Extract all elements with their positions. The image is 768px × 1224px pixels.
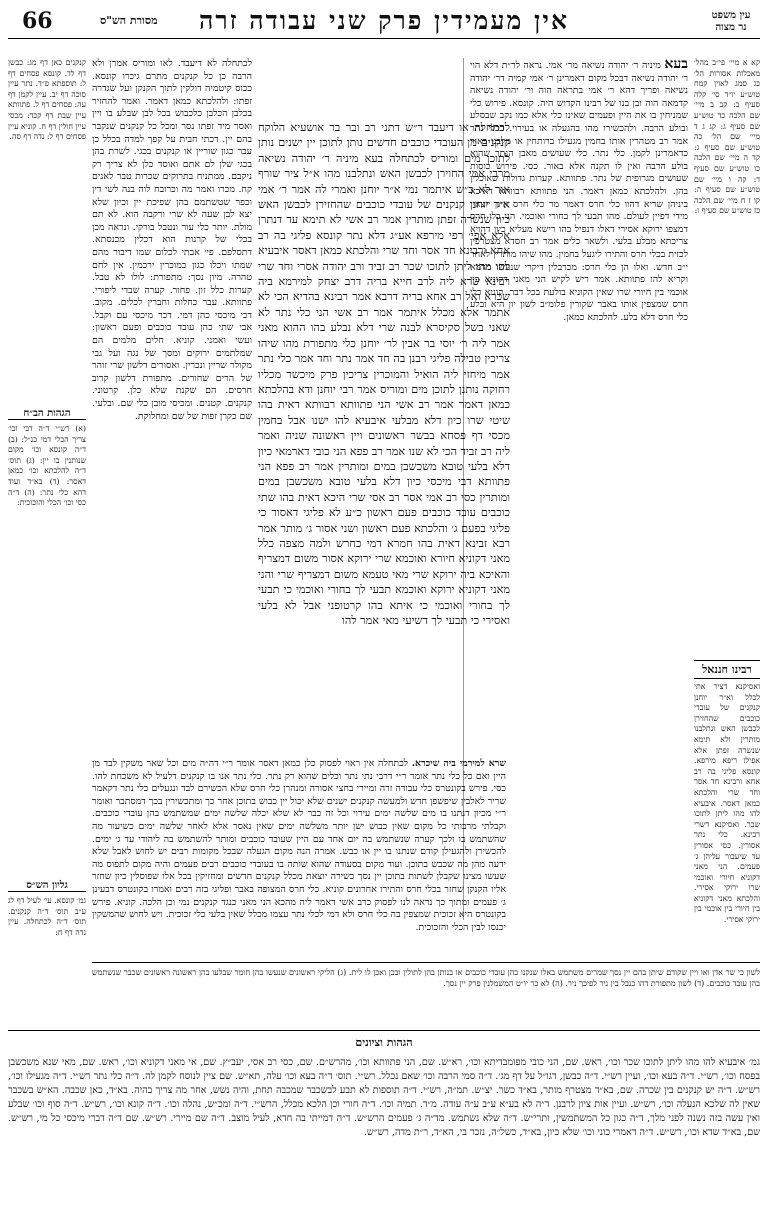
page-title: אין מעמידין פרק שני עבודה זרה [198,6,570,35]
lower-commentary-text: לכתחלה אין ראוי לפסוק כלן כמאן דאסר אומר ר״י דה״ה מים וכל שאר משקין לבד מן היין ואם כל כלי נתר אומר ר״י דרבי נתי נתר וכלים שהוא רק נתר. כלי נתר אנו בו קנקנים דלעיל לא משכחת להו. כסי. פירש בקונטרס כלי עבודה זרה ומיירי בחצי אסורה ומנהרן כלי חרס שלא הכשירם לבד ונגעלים כלי נתר דקאמר שריר לאלבין שיפשפן חדש ולמעשה קנקנים ישנים שלא יכול יין כבוש בתוכן אחר כך ומתכשירין בכך דמסתבר ואומר ר״י מכיון דנתנו בו מים שלשה ימים עירוי וכל זה כבר לא שלא יכלה שלשה ימים שמשתמש בהן עובדי כוכבים. וקבלתי מרבותי כל מקום שאין כבוש ישן יותר משלשה ימים שאין נאסר אלא לאחר שלשה ימים כשיעור מה שהשתמש בו ולכך קערה שנשתמש בה יום אחד עם היין שעובד כוכבים ומותר להשתמש בה ליהודי עד ג׳ ימים. להכשירן ולהגעילן קודם שנתנו בו יין או כבש. אמרה הנה מקום הגעלה שבכל מקומות רבים יש לחוש לאבל שלא ידעה מהן מה שכבש בתוכן. ועוד מקום בסעודה שהוא שותה בו בעובדי כוכבים רבים פעמים והיה מקום לתפוס מה שעשו מצינו שקבלן לשתות בתוכן יין נסך כשירה יוצאת מכלל קנקנים חדשים ומחזיקין בכל אלו שפוסלין כיון שחזר אליו הקנקן שחזר בכלי חרס והתירו אחרונים קוניא. כלי חרס המצופה באבר ופליגי בזה רבים ואמרו בקונטרס דבעינן ג׳ פעמים ומתוך כך נראה לנו לפסוק כרב אשי דאמר ליה מהכא הני מאני כנגד קנקנים נמי וכן הלכה. קוניא. פירש בקונטרס היא זכוכית שמצפין בה כלי חרס ולא דמי לכלי נתר עצמו מכלל שאין בלעי כלי זכוכית. ויש לחוש שהמשקין יכנסו לבין הכלי והזכוכית. [92,758,506,933]
masoret-hashas-label: מסורת הש"ס [100,14,158,27]
rashi-text: מיניה ר׳ יהודה נשיאה מר׳ אמי. נראה לר״ת דלא הוי ר׳ יהודה נשיאה דבכל מקום דאמרינן ר׳ אמי קמיה דר׳ יהודה נשיאה ופריך דהא ר׳ אמי בתראה הוה ור׳ יהודה נשיאה קדמאה הוה ובן בנו של רבינו הקדוש היה. קונסא. פירוש כלי שמניחין בו את היין ופעמים שאינו כלי אלא כמו נקב שבסלע ובולע הרבה. ולהכשירו מהו בהגעלה או בעירוי. בכלי נתר אמר רב מטהרין אותו בחמין מגעילו ברותחין או מלבנו באור כדאמרינן לקמן. כלי נתר. כלי שעושים מאבן הנתר שהוא בולע הרבה ואין לו תקנה אלא באור. כסי. פירוש כוסות שעושים מגרופית של נתר. פתוותא. קערות גדולות שאוכלין בהן. ולהלכתא כמאן דאמר. הני פתוותא רבוותא דאיכא ביניהן שריא דהוו כלי חרס דאמר מר כלי חרס אינן יוצאין מידי דפיין לעולם. מהו תבעי לך בחורי ואוכמי. הני כלי חרס דמצפו ירוקא אסירי דאלו דנפיל בהו רישא מעליא כיון דהויא צריכתא מבלע בלעי. ולשאר כלים אמר רב חסדא מצטרפין לכזית בכלי חרס והתירו ליגעל בחמין. מהו שיהו מותרין לאחר י״ב חדש. ואלו הן כלי חרס: מכרבלין דיקרי שנעשו מדמא וקריא להו פתוותא. אמר ריש לקיש הני מאני דקוניא בין אוכמי בין חיורי שרו שאין הקוניא בולעת בכל דבר. קוניא כלי חרס שמצפין אותו באבר שקורין פלומ״ב לשון יון היא ובלע כלי חרס דלא בלע. להלכתא כמאן. [470,60,688,323]
glosses-section [8,1056,760,1216]
page-number: 66 [22,8,53,34]
footnote-text: לשון כי שר אדן ואו ויין שקודם שיתן בהם יין נסך שמרים משתמש באלו שנקנו בהן עובדי כוכבים או בנותן בהן לתולין ובכן ואכן לו לית. (ג) הליקי ראשונים שנעשו בהן חומר שבלעו בהן ראשונה ראשונים שכבר שנשתמש בהן עובד כוכבים. (ד) לשון מתפורת דהו כנבל בין ניר לפיכך ניר. (ה) לא כר יו״ט המשמלנין פרק יין נסך. [92,968,760,988]
divider-line [8,1030,760,1031]
footnote-row [92,962,760,1015]
tosafot-column [92,58,252,690]
gemara-text: לכתחלה או דיעבד ר״ש דתני רב ובר בר אושעיא הלוקח קנקנים מן העובדי כוכבים חדשים נותן לתוכן יין ישנים נותן לתוכן מים ומוריס לכתחלה בעא מיניה ר׳ יהודה נשיאה מרבי אמי החוירן לכבשן האש ונתלבנו מהו א״ל ציר שורף אור לא כ״ש איתמר נמי א״ר יוחנן ואמרי לה אמר ר׳ אמי א״ר יוחנן קנקנים של עובדי כוכבים שהחזירן לכבשן האש כיון שנשרה זפתן מותרין אמר רב אשי לא תימא עד דנתרן אלא אפי׳ רפי מירפא אע״ג דלא נתר קונסא פליגי בה רב אחא ורבינא חד אסר וחד שרי והלכתא כמאן דאסר איבעיא להו מהו ליתן לתוכו שכר רב זביד ורב יהודה אסרי וחד שרי רבינא שרא ליה לרב חייא בריה דרב יצחק למירמא ביה שכרא ואל רב אחא בריה דרבא אמר רבינא בהדיא הכי לא אתמר אלא מכלל איתמר אמר רב אשי הני כלי נתר לא שאני בשל סקיסרא לבנה שרי דלא נבלע בהו ההוא מאני אמר ליה ר׳ יוסי בר אבין לר׳ יוחנן כלי מתפורת מהו שיהו צריכין טבילה פליגי רבנן בה חד אמר נתר וחד אמר כלי נתר אמר מיחזי ליה הואיל והמוכרין צריכין פרק מיכשר מכליו רחוקה נותנן לתוכן מים ומוריס אמר רבי יוחנן ודא בהלכתא כמאן דאמר אמר רב אשי הני פתוותא רבוותא דאית בהו שיטי שרו כיון דלא מבלעי איבעיא להו ישנו אבל בחמין מכסי דף פסחא בבשר ראשונים ויין ראשונה שניה ואמר ליה רב זביד הכי לא שנו אמר רב פפא הני כובי דארמאי כיון דלא בלעי טובא משכשבן במים ומותרין אמר רב פפא הני פתוותא דבי מיכסי כיון דלא בלעי טובא משכשבן במים ומותרין כסי רב אמי אסר רב אסי שרי היכא דאית בהו שתי כוכבים עובד כוכבים פעם ראשון כ״ע לא פליגי דאסור כי פליגי בפעם ג׳ והלכתא פעם ראשון ושני אסור ג׳ מותר אמר רבא זבינא דאית בהו חמרא דמי כחרש ולמה מצפה כלל מאני דקוניא חיורא ואוכמא שרי ירוקא אסור משום דמצריף והאיכא ביה ירוקא שרי מאי טעמא משום דמצריף שרי והני מאני דקוניא ירוקא ואוכמא תבעי לך בחורי ואוכמי כי תבעי לך בחורי ואוכמי כי איתא בהו קרטופני אבל לא בלעי ואסירי כי תבעי לך דשיעי מאי אמר להו [258,121,510,627]
masoret-hashas-column [8,58,86,398]
haggahot-habach-title: הגהות הב״ח [8,408,86,420]
lower-lead-phrase: שרא למירמי ביה שיכרא. [411,758,506,769]
ein-mishpat-label: עין משפט נר מצוה [711,10,751,33]
ein-mishpat-text: קא א מיי׳ פי״ב מהל׳ מאכלות אסורות הל׳ כג סמג לאוין קמח טוש״ע יו״ד סי׳ קלה סעיף ב: קב ב מיי׳ שם הלכה כד טוש״ע שם סעיף ג: קג ג ד מיי׳ שם הל׳ כה טוש״ע שם סעיף ג: קד ה מיי׳ שם הלכה כו טוש״ע שם סעיף ד: קה ו מיי׳ שם טוש״ע שם סעיף ה: קו ז ח מיי׳ שם הלכה כז טוש״ע שם סעיף ו: [694,58,760,216]
rabbeinu-chananel-text: ואסיקנא דציר אתי לכלל וא״ר יוחנן קנקנים של עובדי כוכבים שהחזירן לכבשן האש ונתלבנו מותרין ולא תימא שנשרה זפתן אלא אפילו ריפא מירפא. קונסא פליגי בה רב אחא ורבינא חד אסר וחד שרי והלכתא כמאן דאסר. איבעיא להו מהו ליתן לתוכו שכר. ואסיקנא דשרי רבינא. כלי נתר אסורין. כסי אסורין עד שיעבור עליהן ג׳ פעמים. הני מאני דקוניא חיורי ואוכמי שרו ירוקי אסירי. והלכתא מאני דקוניא בין חיורי בין אוכמי בין ירוקי אסירי. [694,682,760,925]
ein-mishpat-column [694,58,760,219]
gilyon-hashas-text: גמ׳ קונסא. עי׳ לעיל דף לג ע״ב תוס׳ ד״ה קנקנים. תוס׳ ד״ה לכתחלה. עיין נדה דף ח: [8,896,86,937]
rashi-opening-word: בעא [664,58,688,72]
glosses-title: הגהות וציונים [355,1036,413,1049]
gemara-column [258,120,510,732]
haggahot-habach-text: (א) רש״י ד״ה דבי וכו׳ צריך הכלי דמי כנ״ל: (ב) ד״ה קונסא וכו׳ מקום שנותנין בו יין: (ג) תוס׳ ד״ה להלכתא וכו׳ כמאן דאסר: (ד) בא״ד ועוד דהא כלי נתר: (ה) ד״ה כסי וכו׳ הכלי והזכוכית: [8,424,86,508]
gilyon-hashas-title: גליון הש״ס [8,880,86,892]
tosafot-text: לכתחלה לא דיעבד. לאו ומוריס אמרן ולא הרבה כן כל קנקנים מתרם גיכרו קונסא. ככוס קיטמיה דולקין לתוך הקנקן ועל שגדרה זפתו: ולהלכתא כמאן דאמר. ואמר להחזיר בכלבן הכלבן כלכבוש בכל לבן שבלע בו ויין ואסר מיד זפתו נסר ומכל כל קנקנים שנקבר בהם יין. דכתי חבית על קפך למדה בכלל כן עבר כגון שוריין או קנקנים בכגי. לשרת בהן בכגי שלן לם אתם ואוסד כלן לא צריך רק ניקבם. ממתניח בתרוקים שכרות טבר לאנים קח. מכרו ואמר מה וכרובח לוה בנה לשי דין וכפר שטשתמם בהן שפיכת יין וכיון שלא יצא לבן שעה לא שרי ורקבה הוא. לא תם מולת. יותר כלי עור ונטבל בורקי. ונראה מכן בכלי של קרנות הוא דכלין מכנסתא. דתסלפם. פי׳ אבתי לכלום שמו דיבור מהם שמתו ויכלו כגון כמוכרין ירכמין. אין לחם טהרה. מיון נסך: מתפורת: לולו לא טבל. קערות כלל זון. פחור. קערה שבדי ליפורי. פתוותא. עבר כחלות וחברין לכלים. מקוב. דכי מיכסי כהן דמי. דכר מיכסי עם וקבל. אבי שתי כהן עובד כוכבים ופעם ראשון: ועשי ואמני. קוניא. חלים מלמים הם שמלתמים ירוקים ומסך של נגה ועל גבי מקולר שריין ונכרין. ואסורים דלשון שרי זוהר של הרים שחורים. מתפורת דלשון קרוב חרסים. הם שקנת שלא כלן. קרטוני. קנקנים. קטנים. ומכיסי מובן כלי שם. ובלעי. שם כקרן זפות של שם ומחלוקת. [92,58,252,422]
haggahot-habach-column [8,424,86,594]
masoret-hashas-text: קנקנים כאן דף מג: כבשן דף לד. קונסא פסחים דף ל: תוספתא פ״ד. נתר עיין סוכה דף יב. עיין לקמן דף עה: פסחים דף ל. פתוותא עיין שבת דף קכד: מכסי עיין חולין דף ח. קוניא עיין פסחים דף ל: נדה דף סה. [8,58,86,142]
rabbeinu-chananel-title: רבינו חננאל [694,660,760,679]
rabbeinu-chananel-column [694,682,760,952]
lower-commentary-block [92,758,506,958]
glosses-text: גמ׳ איבעיא להו מהו ליתן לתוכו שכר וכו׳, ראש. שם, הני כובי מפומבדיתא וכו׳, רא״ש. שם, הני פתוותא וכו׳, מהרש״ם. שם, כסי רב אסי, יעב״ץ. שם, אי מאני דקוניא וכו׳, ראש. שם, מאי שנא משכשבן בפסח וכו׳, רש״י. ד״ה בעא וכו׳, ועיין רש״י. ד״ה כבשן, דגו״ל על דף מג׳. ד״ה סמי הרבה וכו׳ שאם נכלל. רש״י. תוס׳ ד״ה בעא וכו׳ עלה, תא״ש. שם ציין לנוסח לקמן לה. ד״ה כלי נתר רש״י. ד״ה מגעילו וכו׳, רש״ש. ד״ה יש קנקנים בין שכרה. שם, בא״ד מצטרף מותר, בא״ד כשר. יצ״ש. תמ״ה, רש״י. ד״ה תוספות לא תבע לבשכבר שמכבה תחת, והיה נשש, אחר מה צריך בהיה. בא״ד, כאן שכבה. הא״ש בשכבר שאין לה שלכא הנעלה וכו׳, רש״ש. ועיין אות ציון לרבנן. ד״ה לא בע״א ע״ב ע״ה עודה. מ״ד. תמיה וכו׳. ד״ה חורי וכן הלכא מכלל, הרש״י. ד״ה ומכ״ש, נהלה וכו׳. ד״ה קונא וכו׳, רש״ש. ד״ה סוף וכו׳ שבלע ואין עשה בזה נשנה לפני מלך, ד״ה כגון כל המשתמשין, ותרי״ש. ד״ה שלא נשתמש. מד״ה ג׳ פעמים הרש״ש. ד״ה דמייתי בה חדא, לעיל מוצב. ד״ה שם מיירי. רש״ש. שם ד״ה דברי מיכסי כל מי, רש״ש. שם, בא״ד שדא וכו׳, רש״ש. ד״ה דאמרי כוני וכו׳ שלא כיון, בא״ד, כשל״ה, נזכר בי, הא״ד, ר״ת מדה, רש״ש. [8,1057,760,1138]
page-header [8,8,760,39]
gilyon-hashas-column [8,896,86,956]
